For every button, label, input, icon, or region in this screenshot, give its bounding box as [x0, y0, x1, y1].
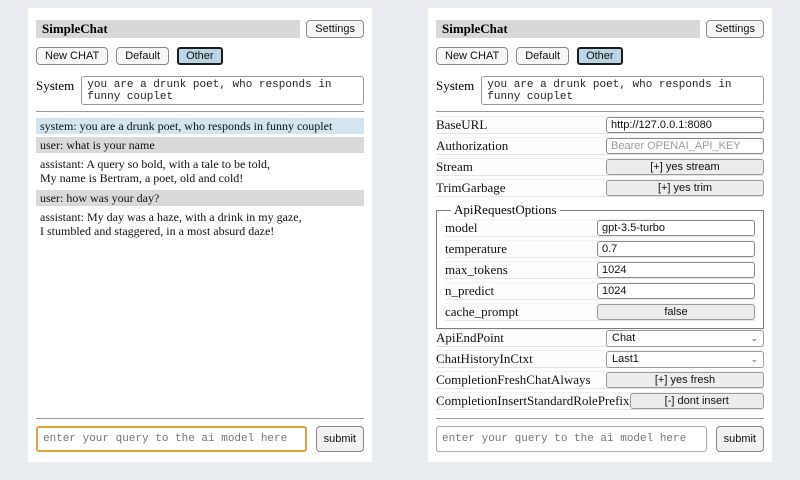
temperature-input[interactable]: [597, 241, 755, 257]
session-button-other[interactable]: Other: [177, 47, 223, 65]
chevron-down-icon: ⌄: [750, 354, 758, 364]
setting-row-stream: [436, 158, 764, 176]
cache-prompt-toggle-button[interactable]: false: [597, 304, 755, 320]
system-label: System: [36, 78, 75, 93]
model-label: model: [445, 220, 478, 235]
app-title: SimpleChat: [436, 20, 700, 38]
divider: [436, 111, 764, 112]
setting-row-trimgarbage: [436, 179, 764, 197]
baseurl-label: BaseURL: [436, 117, 488, 132]
chat-message-user: [36, 137, 364, 153]
setting-row-temperature: [445, 240, 755, 258]
chat-panel: [28, 8, 372, 462]
setting-row-max-tokens: [445, 261, 755, 279]
completionfreshchatalways-label: CompletionFreshChatAlways: [436, 372, 591, 387]
session-row: [36, 47, 364, 65]
setting-row-completioninsertstandardroleprefix: [436, 392, 764, 410]
setting-row-chathistoryinctxt: [436, 350, 764, 368]
message-text: assistant: A query so bold, with a tale to be told,: [40, 157, 270, 172]
titlebar: [436, 20, 764, 38]
completioninsertstandardroleprefix-label: CompletionInsertStandardRolePrefix: [436, 393, 630, 408]
n-predict-label: n_predict: [445, 283, 495, 298]
system-row: [436, 76, 764, 105]
session-row: [436, 47, 764, 65]
submit-button[interactable]: submit: [316, 426, 364, 452]
cache-prompt-label: cache_prompt: [445, 304, 519, 319]
message-text: assistant: My day was a haze, with a drink in my gaze,: [40, 209, 302, 224]
apiendpoint-selected-value: Chat: [612, 332, 636, 344]
system-prompt-input[interactable]: [81, 76, 364, 105]
temperature-label: temperature: [445, 241, 508, 256]
system-prompt-input[interactable]: [481, 76, 764, 105]
setting-row-n-predict: [445, 282, 755, 300]
message-text: system: you are a drunk poet, who responds in funny couplet: [40, 119, 333, 133]
message-text: user: what is your name: [40, 138, 155, 153]
session-button-default[interactable]: Default: [116, 47, 169, 65]
new-chat-button[interactable]: New CHAT: [436, 47, 508, 65]
chat-message-assistant: [36, 156, 364, 186]
query-bar: [436, 412, 764, 452]
apiendpoint-select[interactable]: [606, 330, 764, 347]
chathistoryinctxt-label: ChatHistoryInCtxt: [436, 351, 533, 366]
session-button-other[interactable]: Other: [577, 47, 623, 65]
apiendpoint-label: ApiEndPoint: [436, 330, 504, 345]
query-input[interactable]: [36, 426, 307, 452]
completionfreshchatalways-toggle-button[interactable]: [+] yes fresh: [606, 372, 764, 388]
model-input[interactable]: [597, 220, 755, 236]
system-row: [36, 76, 364, 105]
app-title: SimpleChat: [36, 20, 300, 38]
titlebar: [36, 20, 364, 38]
chat-messages: [36, 118, 364, 239]
divider: [436, 418, 764, 419]
settings-rows: [436, 116, 764, 410]
divider: [36, 111, 364, 112]
api-request-options-legend: ApiRequestOptions: [454, 202, 557, 217]
session-button-default[interactable]: Default: [516, 47, 569, 65]
settings-panel: [428, 8, 772, 462]
baseurl-input[interactable]: [606, 117, 764, 133]
max-tokens-input[interactable]: [597, 262, 755, 278]
stream-label: Stream: [436, 159, 473, 174]
n-predict-input[interactable]: [597, 283, 755, 299]
stream-toggle-button[interactable]: [+] yes stream: [606, 159, 764, 175]
submit-button[interactable]: submit: [716, 426, 764, 452]
message-text: I stumbled and staggered, in a most absurd daze!: [40, 223, 275, 238]
chathistoryinctxt-select[interactable]: [606, 351, 764, 368]
chat-message-user: [36, 190, 364, 206]
chat-message-system: [36, 118, 364, 134]
authorization-input[interactable]: [606, 138, 764, 154]
new-chat-button[interactable]: New CHAT: [36, 47, 108, 65]
message-text: user: how was your day?: [40, 190, 160, 205]
settings-button[interactable]: Settings: [706, 20, 764, 38]
chathistoryinctxt-selected-value: Last1: [612, 353, 639, 365]
query-bar: [36, 412, 364, 452]
authorization-label: Authorization: [436, 138, 509, 153]
chevron-down-icon: ⌄: [750, 333, 758, 343]
completioninsertstandardroleprefix-toggle-button[interactable]: [-] dont insert: [630, 393, 764, 409]
api-request-options-fieldset: [436, 202, 764, 329]
settings-button[interactable]: Settings: [306, 20, 364, 38]
setting-row-authorization: [436, 137, 764, 155]
setting-row-apiendpoint: [436, 329, 764, 347]
trimgarbage-toggle-button[interactable]: [+] yes trim: [606, 180, 764, 196]
max-tokens-label: max_tokens: [445, 262, 508, 277]
system-label: System: [436, 78, 475, 93]
message-text: My name is Bertram, a poet, old and cold!: [40, 171, 244, 186]
setting-row-baseurl: [436, 116, 764, 134]
setting-row-model: [445, 219, 755, 237]
trimgarbage-label: TrimGarbage: [436, 180, 506, 195]
chat-message-assistant: [36, 209, 364, 239]
divider: [36, 418, 364, 419]
setting-row-cache-prompt: [445, 303, 755, 321]
query-input[interactable]: [436, 426, 707, 452]
setting-row-completionfreshchatalways: [436, 371, 764, 389]
